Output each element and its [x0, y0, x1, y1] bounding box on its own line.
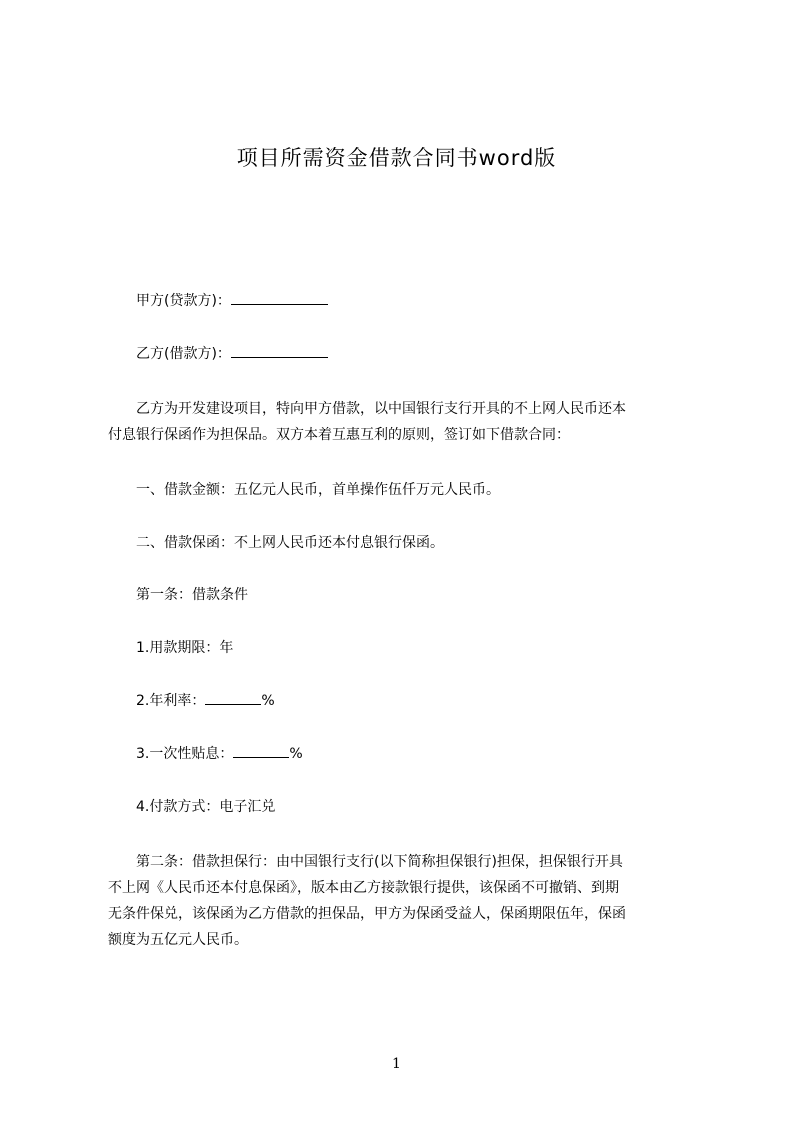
document-title: 项目所需资金借款合同书word版 — [236, 146, 557, 170]
item-two: 二、借款保函：不上网人民币还本付息银行保函。 — [136, 535, 444, 551]
page-number: 1 — [392, 1056, 401, 1072]
party-a-label: 甲方(贷款方)： — [136, 293, 231, 309]
party-b-line — [108, 341, 728, 367]
party-a-line — [108, 288, 728, 314]
rate-unit: % — [261, 693, 275, 709]
discount-line — [108, 741, 728, 767]
party-a-blank — [231, 291, 328, 305]
discount-blank — [233, 744, 289, 758]
term-line: 1.用款期限：年 — [136, 640, 234, 656]
article-two-line-1: 第二条：借款担保行：由中国银行支行(以下简称担保银行)担保，担保银行开具 — [136, 854, 623, 870]
article-two-line-2: 不上网《人民币还本付息保函》，版本由乙方接款银行提供，该保函不可撤销、到期 — [108, 880, 619, 896]
rate-blank — [205, 691, 261, 705]
rate-label: 2.年利率： — [136, 693, 206, 709]
party-b-blank — [231, 344, 328, 358]
article-two-line-4: 额度为五亿元人民币。 — [108, 932, 248, 948]
item-one: 一、借款金额：五亿元人民币，首单操作伍仟万元人民币。 — [136, 482, 500, 498]
discount-unit: % — [289, 746, 303, 762]
payment-line: 4.付款方式：电子汇兑 — [136, 799, 276, 815]
intro-line-1: 乙方为开发建设项目，特向甲方借款，以中国银行支行开具的不上网人民币还本 — [136, 401, 626, 417]
article-one-heading: 第一条：借款条件 — [136, 587, 248, 603]
discount-label: 3.一次性贴息： — [136, 746, 234, 762]
rate-line — [108, 688, 728, 714]
party-b-label: 乙方(借款方)： — [136, 346, 231, 362]
intro-line-2: 付息银行保函作为担保品。双方本着互惠互利的原则，签订如下借款合同： — [108, 427, 570, 443]
article-two-line-3: 无条件保兑，该保函为乙方借款的担保品，甲方为保函受益人，保函期限伍年，保函 — [108, 906, 626, 922]
